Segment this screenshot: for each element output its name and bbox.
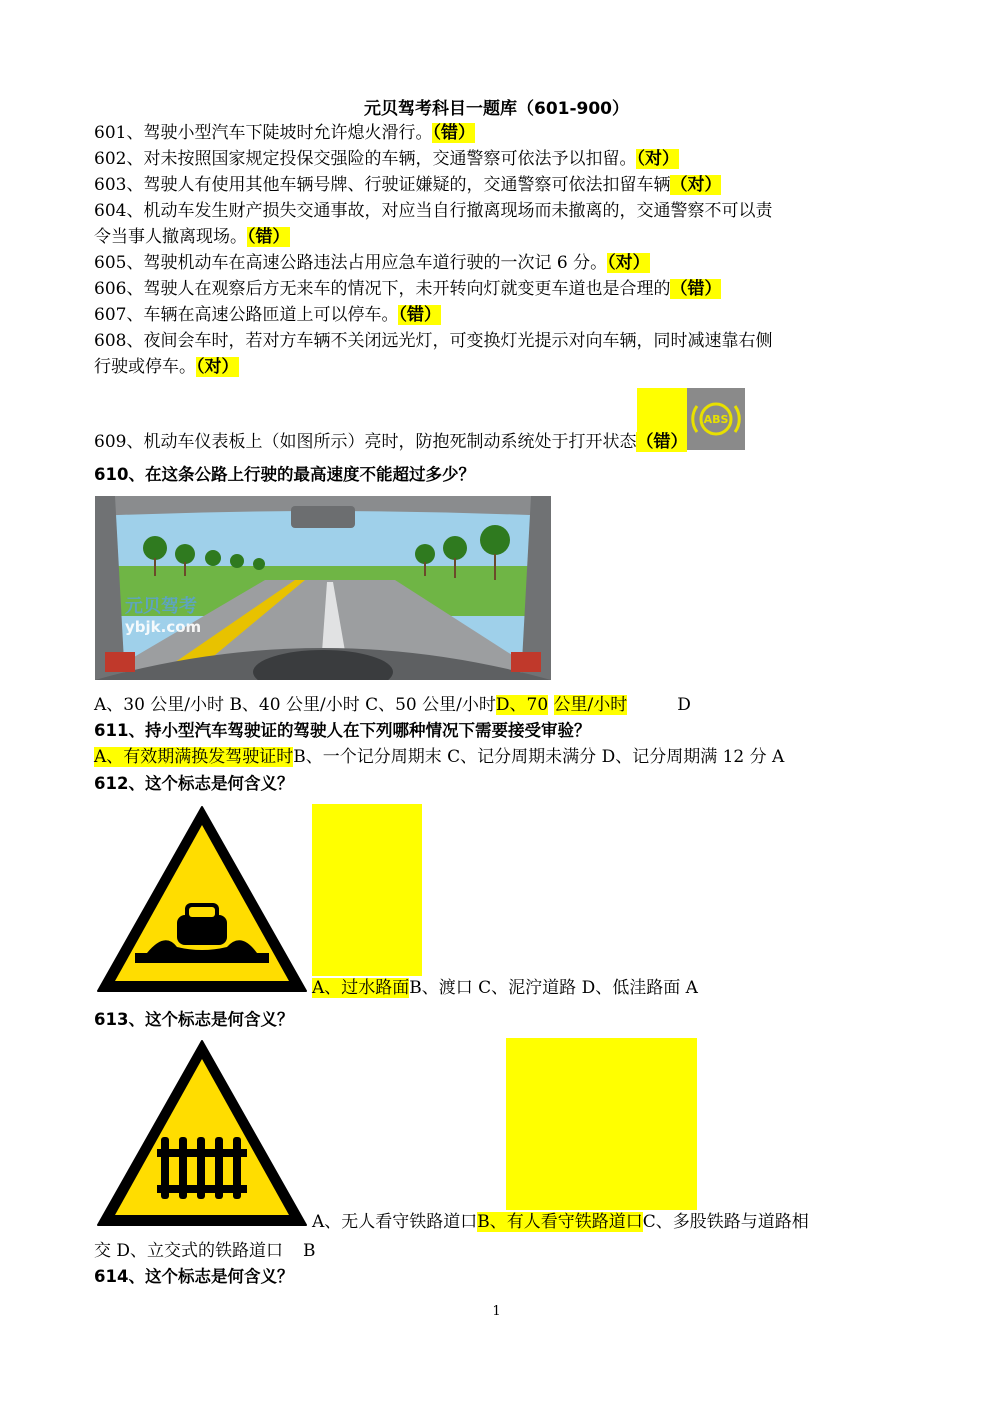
question-610-options [94,692,691,718]
correct-option: A、过水路面 [312,978,410,998]
question-text: 606、驾驶人在观察后方无来车的情况下，未开转向灯就变更车道也是合理的 [94,279,671,299]
question-610: 610、在这条公路上行驶的最高速度不能超过多少？ [94,465,475,484]
question-604 [94,198,772,224]
question-612: 612、这个标志是何含义？ [94,774,294,793]
question-text: 609、机动车仪表板上（如图所示）亮时，防抱死制动系统处于打开状态 [94,432,637,452]
correct-option: A、有效期满换发驾驶证时 [94,747,294,767]
question-606 [94,276,721,302]
question-608-cont [94,354,239,380]
answer-badge: （对） [670,175,722,195]
question-text: 603、驾驶人有使用其他车辆号牌、行驶证嫌疑的，交通警察可依法扣留车辆 [94,175,671,195]
abs-warning-icon [687,388,745,450]
correct-option: D、70 [495,695,549,715]
railway-crossing-sign [95,1037,310,1229]
question-601 [94,120,475,146]
question-609 [94,429,687,455]
highlight-block [506,1038,697,1210]
answer-badge: （错） [247,227,290,247]
page-title: 元贝驾考科目一题库（601-900） [363,99,630,119]
water-road-sign [95,803,310,995]
question-text: 601、驾驶小型汽车下陡坡时允许熄火滑行。 [94,123,433,143]
question-612-options [312,975,698,1001]
highlight-block [312,804,422,976]
correct-option: B、有人看守铁路道口 [477,1212,643,1232]
answer-letter: B [303,1241,316,1261]
options-text: C、多股铁路与道路相 [642,1212,809,1232]
question-614: 614、这个标志是何含义？ [94,1267,294,1286]
question-text: 607、车辆在高速公路匝道上可以停车。 [94,305,399,325]
answer-badge: （对） [196,357,239,377]
question-text: 605、驾驶机动车在高速公路违法占用应急车道行驶的一次记 6 分。 [94,253,608,273]
page-number: 1 [492,1304,501,1319]
answer-badge: （对） [607,253,650,273]
question-text: 604、机动车发生财产损失交通事故，对应当自行撤离现场而未撤离的，交通警察不可以责 [94,201,773,221]
answer-badge: （错） [670,279,722,299]
answer-badge: （对） [636,149,679,169]
question-604-cont [94,224,290,250]
question-text: 608、夜间会车时，若对方车辆不关闭远光灯，可变换灯光提示对向车辆，同时减速靠右侧 [94,331,773,351]
options-text: A、无人看守铁路道口 [312,1212,478,1232]
answer-badge: （错） [636,432,688,452]
answer-letter: D [677,695,691,715]
options-text: 交 D、立交式的铁路道口 [94,1241,284,1261]
question-603 [94,172,721,198]
answer-badge: （错） [432,123,475,143]
options-text: B、一个记分周期末 C、记分周期未满分 D、记分周期满 12 分 A [293,747,785,767]
watermark-url: ybjk.com [125,618,202,636]
answer-badge: （错） [398,305,441,325]
abs-icon-label: ABS [703,413,729,426]
correct-option: 公里/小时 [553,695,628,715]
watermark-text: 元贝驾考 [125,596,197,617]
options-text: A、30 公里/小时 B、40 公里/小时 C、50 公里/小时 [94,695,496,715]
question-613: 613、这个标志是何含义？ [94,1010,294,1029]
question-text: 602、对未按照国家规定投保交强险的车辆，交通警察可依法予以扣留。 [94,149,637,169]
question-613-options-cont [94,1238,316,1264]
question-text: 令当事人撤离现场。 [94,227,247,247]
question-611-options [94,744,784,770]
options-text: B、渡口 C、泥泞道路 D、低洼路面 A [409,978,698,998]
question-613-options [312,1209,809,1235]
question-607 [94,302,441,328]
question-611: 611、持小型汽车驾驶证的驾驶人在下列哪种情况下需要接受审验？ [94,721,591,740]
road-scene-image [95,496,551,680]
question-605 [94,250,650,276]
question-text: 行驶或停车。 [94,357,196,377]
question-602 [94,146,679,172]
question-608 [94,328,772,354]
